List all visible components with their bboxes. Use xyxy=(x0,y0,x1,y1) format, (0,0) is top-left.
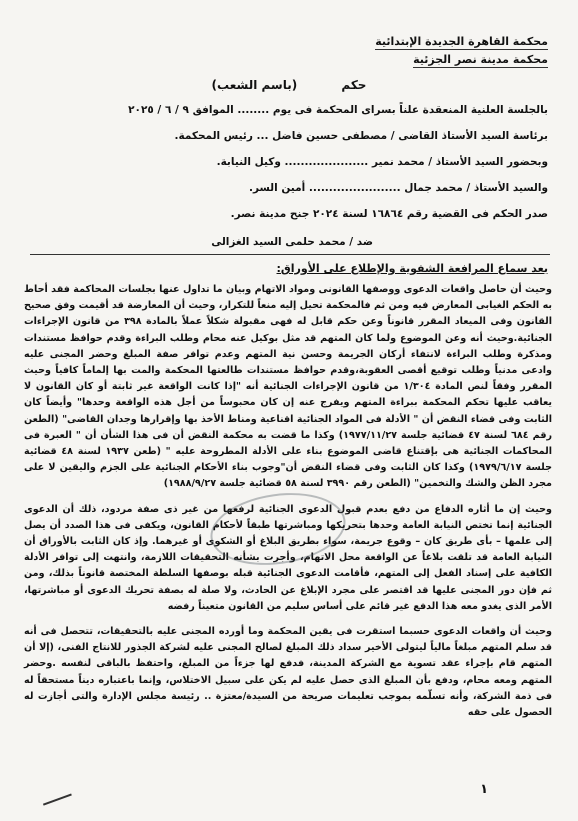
hearing-title: بعد سماع المرافعة الشفوية والإطلاع على الأوراق: xyxy=(276,262,548,275)
in-the-name-of-people: (باسم الشعب) xyxy=(211,78,298,92)
session-date-line: بالجلسة العلنية المنعقدة علناً بسراى المحكمة فى يوم ........ الموافق ٩ / ٦ / ٢٠٢٥ xyxy=(128,104,548,116)
header-divider xyxy=(30,254,550,255)
judgment-word: حكم xyxy=(341,78,367,92)
court-header xyxy=(375,34,548,70)
paragraph-facts-and-law: وحيث أن حاصل واقعات الدعوى ووصفها القانونى ومواد الاتهام وبيان ما تداول عنها بجلسات المحاكمة فقد أحاط به الحكم الغيابى المعارض فيه ومن ثم فالمحكمة تحيل إليه منعاً للتكرار، وحيث أن المعارضة قد أقيمت وفق صحيح القانون وفى الميعاد المقرر قانوناً وعن حكم قابل له فهى مقبولة شكلاً عملاً بالمادة ٣٩٨ من قانون الإجراءات الجنائية.وحيث أنه وعن الموضوع ولما كان المتهم قد مثل بوكيل عنه محام وطلب البراءة وقدم حوافظ مستندات ومذكرة وطلب البراءة لانتفاء أركان الجريمة وحسن نية المتهم وعدم توافر صفة المبلغ وحضر المجنى عليه وادعى مدنياً وطلب توقيع أقصى العقوبة،وقدم حوافظ مستندات طالعتها المحكمة والمت بها إلماماً كافياً وحيث المقرر وفقاً لنص المادة ١/٣٠٤ من قانون الإجراءات الجنائية أنه "إذا كانت الواقعة غير ثابتة أو كان القانون لا يعاقب عليها تحكم المحكمة ببراءة المتهم ويفرج عنه إن كان محبوساً من أجل هذه الواقعة وحدها" وأيضاً كان الثابت وفى قضاء النقض أن " الأدلة فى المواد الجنائية اقناعية ومناط الأخذ بها وإقرارها وجدان القاضى" (الطعن رقم ٦٨٤ لسنة ٤٧ قضائية جلسة ١٩٧٧/١١/٢٧) وكذا ما قضت به محكمة النقض أن فى هذا الشأن أن " العبرة فى المحاكمات الجنائية هى بإقتناع قاضى الموضوع بناء على الأدلة المطروحة عليه " (طعن ١٩٣٧ لسنة ٤٨ قضائية جلسة ١٩٧٩/٦/١٧) وكذا كان الثابت وفى قضاء النقض أن"وجوب بناء الأحكام الجنائية على الجزم واليقين لا على مجرد الظن والشك والتخمين" (الطعن رقم ٣٩٩٠ لسنة ٥٨ قضائية جلسة ١٩٨٨/٩/٢٧) xyxy=(24,284,553,490)
clerk-line: والسيد الأستاذ / محمد جمال ....................... أمين السر. xyxy=(248,182,548,194)
court-name-secondary: محكمة مدينة نصر الجزئية xyxy=(413,53,548,66)
case-number-line: صدر الحكم فى القضية رقم ١٦٨٦٤ لسنة ٢٠٢٤ جنح مدينة نصر. xyxy=(230,208,548,220)
presiding-judge-line: برئاسة السيد الأستاذ القاضى / مصطفى حسين فاضل ... رئيس المحكمة. xyxy=(174,130,548,142)
judgment-title xyxy=(0,78,578,92)
handwritten-mark xyxy=(38,780,72,805)
court-name-primary: محكمة القاهرة الجديدة الإبتدائية xyxy=(375,35,548,48)
defendant-line: ضد / محمد حلمى السيد الغزالى xyxy=(211,236,373,248)
page-number: ١ xyxy=(480,782,488,797)
paragraph-case-facts: وحيث أن واقعات الدعوى حسبما استقرت فى يقين المحكمة وما أورده المجنى عليه بالتحقيقات، تتحصل فى أنه قد سلم المتهم مبلغاً مالياً ليتولى الأخير سداد ذلك المبلغ لصالح المجنى عليه لشركة الجذور للانتاج الفنى، (إلا أن المتهم قام بإجراء عقد تسوية مع الشركة المدينة، فدفع لها جزءاً من المبلغ، واحتفظ بالباقى لنفسه .وحضر المتهم ومعه محام، ودفع بأن المبلغ الذى حصل عليه لم يكن على سبيل الاختلاس، وإنما باعتباره ديناً مستحقاً له فى ذمة الشركة، وأنه تسلّمه بموجب تعليمات صريحة من السيدة/معتزة .. رئيسة مجلس الإدارة والتى أجازت له الحصول على حقه xyxy=(24,626,552,719)
paragraph-standing-defense: وحيث إن ما أثاره الدفاع من دفع بعدم قبول الدعوى الجنائية لرفعها من غير ذى صفة مردود، ذلك أن الدعوى الجنائية إنما تختص النيابة العامة وحدها بتحريكها ومباشرتها طبقاً لأحكام القانون، ويكفى فى هذا الصدد أن يصل إلى علمها – بأى طريق كان – وقوع جريمة، سواء بطريق البلاغ أو الشكوى أو غيرهما. وإذ كان الثابت بالأوراق أن النيابة العامة قد تلقت بلاغاً عن الواقعة محل الاتهام، وأجرت بشأنه التحقيقات اللازمة، وانتهت إلى توافر الأدلة الكافية على إسناد الفعل إلى المتهم، فأقامت الدعوى الجنائية قبله بوصفها السلطة المختصة قانوناً بذلك، ومن ثم فإن دور المجنى عليها قد اقتصر على مجرد الإبلاغ عن الحادث، ولا صلة له بصفة تحريك الدعوى أو مباشرتها، الأمر الذى يغدو معه هذا الدفع غير قائم على أساس سليم من القانون متعيناً رفضه xyxy=(24,503,552,612)
prosecutor-line: وبحضور السيد الأستاذ / محمد نمير ..................... وكيل النيابة. xyxy=(216,156,548,168)
